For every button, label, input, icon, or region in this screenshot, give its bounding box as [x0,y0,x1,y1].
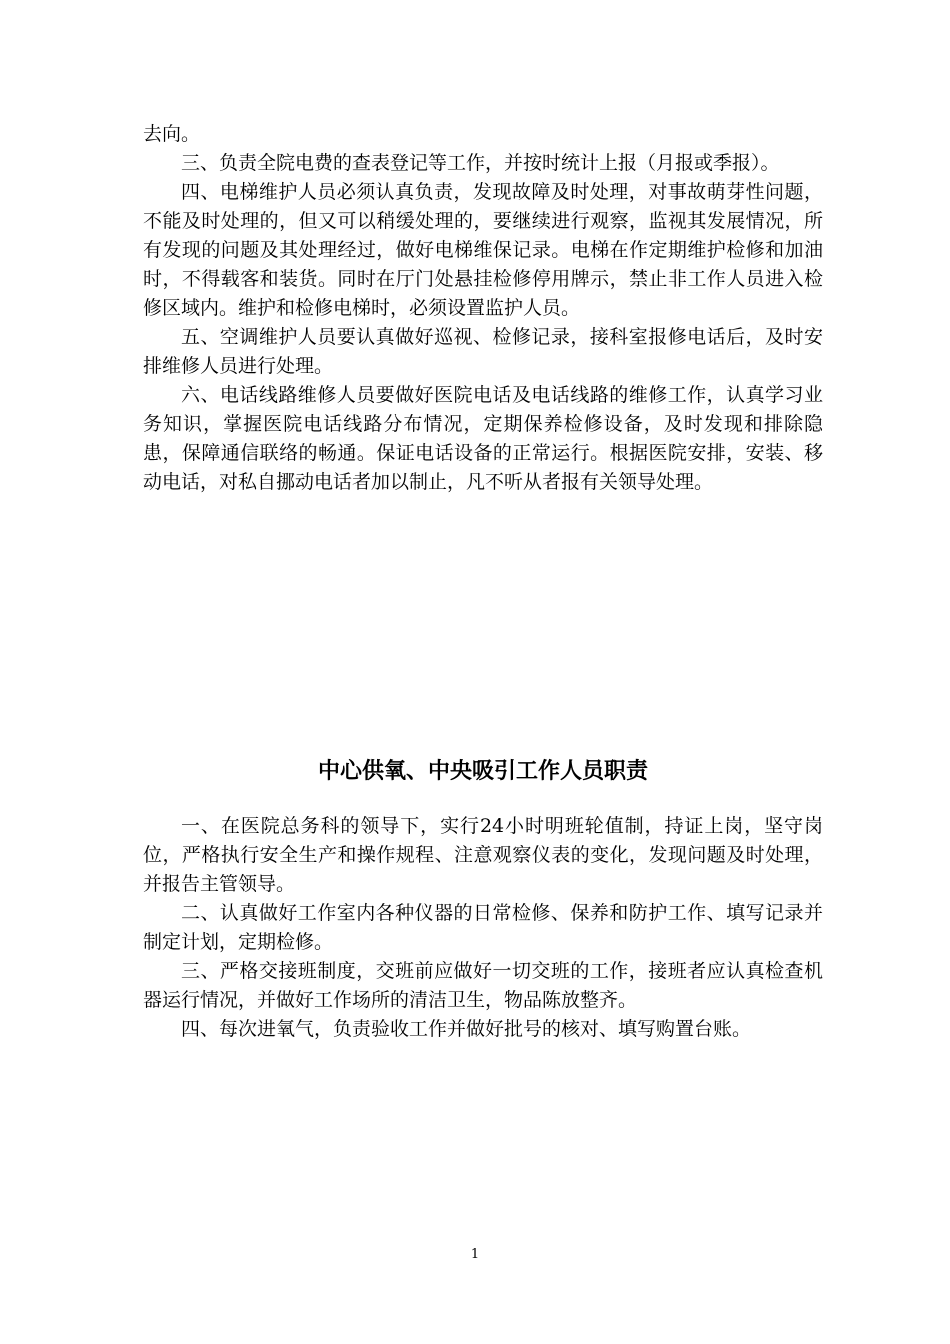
paragraph-shift-handover: 三、严格交接班制度，交班前应做好一切交班的工作，接班者应认真检查机器运行情况，并做好工作场所的清洁卫生，物品陈放整齐。 [143,960,823,1011]
paragraph-elevator-maintenance: 四、电梯维护人员必须认真负责，发现故障及时处理，对事故萌芽性问题，不能及时处理的，但又可以稍缓处理的，要继续进行观察，监视其发展情况，所有发现的问题及其处理经过，做好电梯维保记录。电梯在作定期维护检修和加油时，不得载客和装货。同时在厅门处悬挂检修停用牌示，禁止非工作人员进入检修区域内。维护和检修电梯时，必须设置监护人员。 [143,181,823,319]
paragraph-electricity-billing: 三、负责全院电费的查表登记等工作，并按时统计上报（月报或季报）。 [181,152,780,174]
page-number: 1 [470,1247,480,1262]
section-title: 中心供氧、中央吸引工作人员职责 [317,759,648,784]
paragraph-oxygen-intake: 四、每次进氧气，负责验收工作并做好批号的核对、填写购置台账。 [181,1018,752,1040]
oxygen-section [143,812,823,1044]
paragraph-duty-shift: 一、在医院总务科的领导下，实行24小时明班轮值制，持证上岗，坚守岗位，严格执行安全生产和操作规程、注意观察仪表的变化，发现问题及时处理，并报告主管领导。 [143,815,823,895]
paragraph-continuation: 去向。 [143,123,201,145]
paragraph-instrument-maintenance: 二、认真做好工作室内各种仪器的日常检修、保养和防护工作、填写记录并制定计划，定期检修。 [143,902,823,953]
paragraph-telephone-lines: 六、电话线路维修人员要做好医院电话及电话线路的维修工作，认真学习业务知识，掌握医院电话线路分布情况，定期保养检修设备，及时发现和排除隐患，保障通信联络的畅通。保证电话设备的正常运行。根据医院安排，安装、移动电话，对私自挪动电话者加以制止，凡不听从者报有关领导处理。 [143,384,823,493]
continued-section [143,120,823,497]
paragraph-air-conditioning: 五、空调维护人员要认真做好巡视、检修记录，接科室报修电话后，及时安排维修人员进行处理。 [143,326,823,377]
